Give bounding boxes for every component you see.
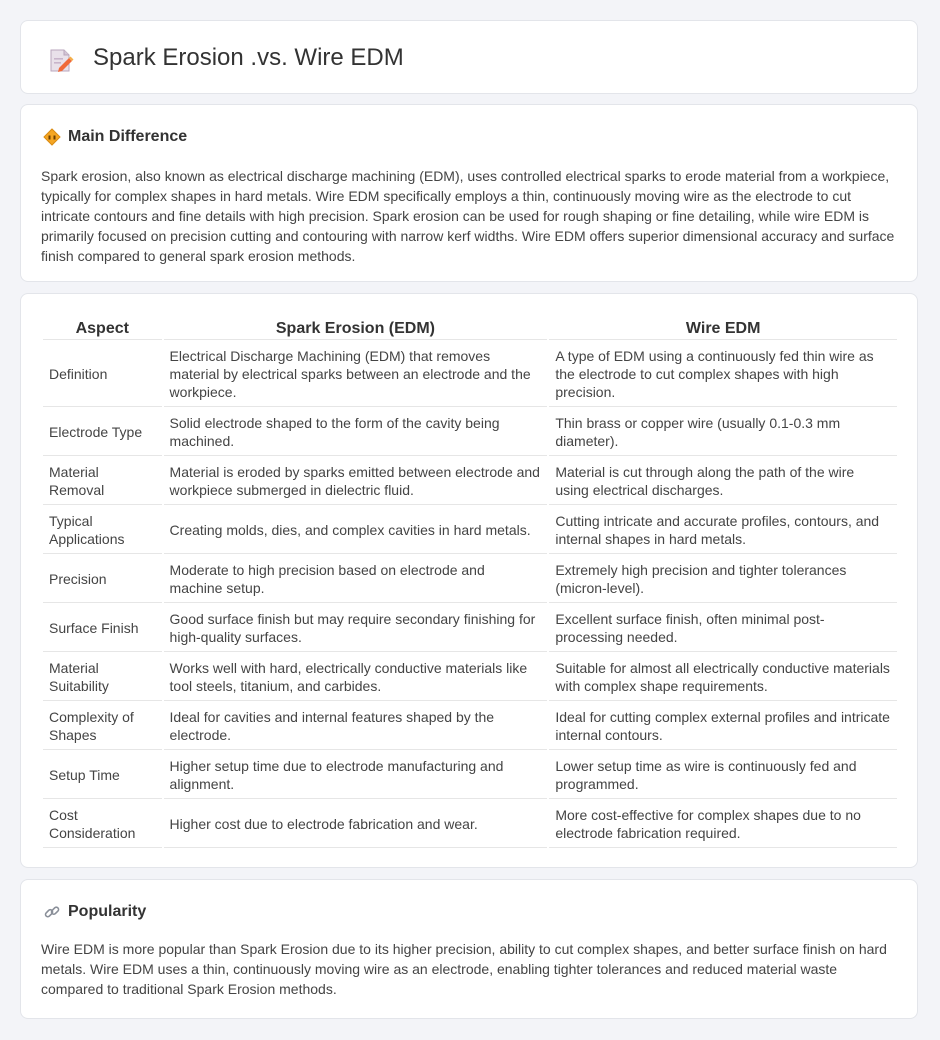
wire-edm-cell: Cutting intricate and accurate profiles, contours, and internal shapes in hard metals. — [549, 507, 897, 554]
table-row — [43, 342, 897, 407]
spark-erosion-cell: Solid electrode shaped to the form of the cavity being machined. — [164, 409, 548, 456]
main-difference-heading: Main Difference — [68, 128, 188, 145]
column-header-wire-edm: Wire EDM — [549, 316, 897, 340]
comparison-card — [20, 293, 918, 868]
wire-edm-cell: Excellent surface finish, often minimal post-processing needed. — [549, 605, 897, 652]
spark-erosion-cell: Moderate to high precision based on electrode and machine setup. — [164, 556, 548, 603]
spark-erosion-cell: Works well with hard, electrically conductive materials like tool steels, titanium, and carbides. — [164, 654, 548, 701]
table-row — [43, 507, 897, 554]
spark-erosion-cell: Electrical Discharge Machining (EDM) that removes material by electrical sparks between an electrode and the workpiece. — [164, 342, 548, 407]
wire-edm-cell: A type of EDM using a continuously fed thin wire as the electrode to cut complex shapes with high precision. — [549, 342, 897, 407]
aspect-cell: Material Suitability — [43, 654, 162, 701]
spark-erosion-cell: Material is eroded by sparks emitted between electrode and workpiece submerged in dielectric fluid. — [164, 458, 548, 505]
comparison-table — [41, 314, 899, 850]
main-difference-header — [43, 128, 187, 146]
aspect-cell: Material Removal — [43, 458, 162, 505]
wire-edm-cell: Thin brass or copper wire (usually 0.1-0.3 mm diameter). — [549, 409, 897, 456]
table-row — [43, 458, 897, 505]
table-row — [43, 703, 897, 750]
table-row — [43, 556, 897, 603]
main-difference-text: Spark erosion, also known as electrical discharge machining (EDM), uses controlled electrical sparks to erode material from a workpiece, typically for complex shapes in hard metals. Wire EDM specifically employs a thin, continuously moving wire as the electrode to cut intricate contours and fine details with high precision. Spark erosion can be used for rough shaping or fine detailing, while wire EDM is primarily focused on precision cutting and contouring with narrow kerf widths. Wire EDM offers superior dimensional accuracy and surface finish compared to general spark erosion methods. — [41, 168, 895, 264]
diamond-sign-icon — [43, 128, 61, 146]
aspect-cell: Definition — [43, 342, 162, 407]
aspect-cell: Precision — [43, 556, 162, 603]
aspect-cell: Surface Finish — [43, 605, 162, 652]
wire-edm-cell: Material is cut through along the path of the wire using electrical discharges. — [549, 458, 897, 505]
table-row — [43, 752, 897, 799]
spark-erosion-cell: Good surface finish but may require secondary finishing for high-quality surfaces. — [164, 605, 548, 652]
column-header-aspect: Aspect — [43, 316, 162, 340]
aspect-cell: Cost Consideration — [43, 801, 162, 848]
wire-edm-cell: More cost-effective for complex shapes due to no electrode fabrication required. — [549, 801, 897, 848]
title-card — [20, 20, 918, 94]
aspect-cell: Complexity of Shapes — [43, 703, 162, 750]
spark-erosion-cell: Higher cost due to electrode fabrication and wear. — [164, 801, 548, 848]
page-title: Spark Erosion .vs. Wire EDM — [93, 44, 404, 71]
table-row — [43, 409, 897, 456]
table-row — [43, 605, 897, 652]
wire-edm-cell: Ideal for cutting complex external profiles and intricate internal contours. — [549, 703, 897, 750]
wire-edm-cell: Extremely high precision and tighter tolerances (micron-level). — [549, 556, 897, 603]
document-edit-icon — [47, 47, 75, 73]
wire-edm-cell: Suitable for almost all electrically conductive materials with complex shape requirements. — [549, 654, 897, 701]
popularity-header — [43, 903, 146, 921]
table-row — [43, 654, 897, 701]
link-icon — [43, 903, 61, 921]
table-header-row — [43, 316, 897, 340]
aspect-cell: Setup Time — [43, 752, 162, 799]
popularity-heading: Popularity — [68, 903, 147, 920]
aspect-cell: Typical Applications — [43, 507, 162, 554]
popularity-card — [20, 879, 918, 1019]
main-difference-card — [20, 104, 918, 282]
aspect-cell: Electrode Type — [43, 409, 162, 456]
spark-erosion-cell: Creating molds, dies, and complex cavities in hard metals. — [164, 507, 548, 554]
spark-erosion-cell: Ideal for cavities and internal features shaped by the electrode. — [164, 703, 548, 750]
spark-erosion-cell: Higher setup time due to electrode manufacturing and alignment. — [164, 752, 548, 799]
table-row — [43, 801, 897, 848]
popularity-text: Wire EDM is more popular than Spark Erosion due to its higher precision, ability to cut complex shapes, and better surface finish on hard metals. Wire EDM uses a thin, continuously moving wire as an electrode, enabling tighter tolerances and reduced material waste compared to traditional Spark Erosion methods. — [41, 941, 887, 997]
wire-edm-cell: Lower setup time as wire is continuously fed and programmed. — [549, 752, 897, 799]
column-header-spark-erosion: Spark Erosion (EDM) — [164, 316, 548, 340]
